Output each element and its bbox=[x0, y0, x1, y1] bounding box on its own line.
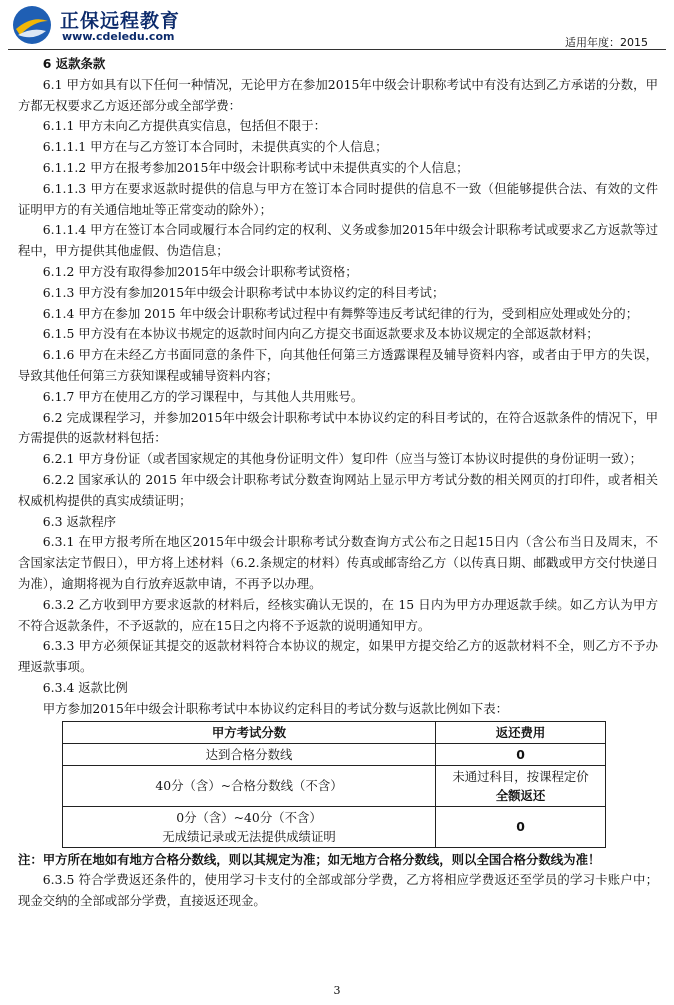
paragraph: 6.3.5 符合学费返还条件的，使用学习卡支付的全部或部分学费，乙方将相应学费返还至学员的学习卡账户中；现金交纳的全部或部分学费，直接返还现金。 bbox=[18, 872, 658, 909]
applicable-year: 适用年度：2015 bbox=[565, 36, 648, 49]
table-cell-line: 未通过科目，按课程定价 bbox=[452, 768, 589, 784]
paragraph: 6.3 返款程序 bbox=[42, 513, 117, 529]
paragraph: 6.1.4 甲方在参加 2015 年中级会计职称考试过程中有舞弊等违反考试纪律的行为，受到相应处理或处分的； bbox=[42, 305, 639, 321]
header-divider bbox=[8, 49, 666, 50]
section-title: 6 返款条款 bbox=[42, 56, 106, 71]
table-row bbox=[63, 765, 606, 806]
table-header: 返还费用 bbox=[436, 721, 606, 743]
paragraph: 6.1.1.3 甲方在要求返款时提供的信息与甲方在签订本合同时提供的信息不一致（但能够提供合法、有效的文件证明甲方的有关通信地址等正常变动的除外）； bbox=[18, 180, 658, 217]
paragraph: 6.3.1 在甲方报考所在地区2015年中级会计职称考试分数查询方式公布之日起15日内（含公布当日及周末，不含国家法定节假日），甲方将上述材料（6.2.条规定的材料）传真或邮寄给乙方（以传真日期、邮戳或甲方交付快递日为准），逾期将视为自行放弃返款申请，不再予以办理。 bbox=[18, 534, 658, 591]
table-cell bbox=[63, 806, 436, 847]
paragraph: 6.1.7 甲方在使用乙方的学习课程中，与其他人共用账号。 bbox=[42, 388, 364, 404]
paragraph: 6.3.3 甲方必须保证其提交的返款材料符合本协议的规定，如果甲方提交给乙方的返款材料不全，则乙方不予办理返款事项。 bbox=[18, 638, 658, 675]
paragraph: 6.1 甲方如具有以下任何一种情况，无论甲方在参加2015年中级会计职称考试中有没有达到乙方承诺的分数，甲方都无权要求乙方返还部分或全部学费： bbox=[18, 76, 658, 113]
paragraph: 6.3.2 乙方收到甲方要求返款的材料后，经核实确认无误的，在 15 日内为甲方办理返款手续。如乙方认为甲方不符合返款条件，不予返款的，应在15日之内将不予返款的说明通知甲方。 bbox=[18, 596, 658, 633]
paragraph: 6.1.6 甲方在未经乙方书面同意的条件下，向其他任何第三方透露课程及辅导资料内容，或者由于甲方的失误，导致其他任何第三方获知课程或辅导资料内容； bbox=[18, 347, 658, 383]
paragraph: 甲方参加2015年中级会计职称考试中本协议约定科目的考试分数与返款比例如下表： bbox=[42, 700, 509, 716]
table-cell: 0 bbox=[436, 806, 606, 847]
paragraph: 6.1.1.1 甲方在与乙方签订本合同时，未提供真实的个人信息； bbox=[42, 139, 388, 155]
paragraph: 6.2.1 甲方身份证（或者国家规定的其他身份证明文件）复印件（应当与签订本协议时提供的身份证明一致）； bbox=[42, 451, 643, 467]
table-header: 甲方考试分数 bbox=[63, 721, 436, 743]
table-row bbox=[63, 743, 606, 765]
table-header-row bbox=[63, 721, 606, 743]
table-cell bbox=[436, 765, 606, 806]
note: 注：甲方所在地如有地方合格分数线，则以其规定为准；如无地方合格分数线，则以全国合格分数线为准！ bbox=[18, 851, 601, 867]
brand-url: www.cdeledu.com bbox=[62, 30, 175, 43]
brand-name: 正保远程教育 bbox=[60, 10, 181, 32]
table-cell: 达到合格分数线 bbox=[63, 743, 436, 765]
paragraph: 6.1.1 甲方未向乙方提供真实信息，包括但不限于： bbox=[42, 118, 327, 134]
page-number: 3 bbox=[333, 984, 341, 997]
paragraph: 6.1.3 甲方没有参加2015年中级会计职称考试中本协议约定的科目考试； bbox=[42, 284, 445, 300]
document-body bbox=[18, 54, 658, 912]
paragraph: 6.1.2 甲方没有取得参加2015年中级会计职称考试资格； bbox=[42, 263, 358, 279]
paragraph: 6.1.1.2 甲方在报考参加2015年中级会计职称考试中未提供真实的个人信息； bbox=[42, 159, 469, 175]
table-cell-line: 0分（含）~40分（不含） bbox=[176, 809, 322, 825]
table-cell: 40分（含）~合格分数线（不含） bbox=[63, 765, 436, 806]
paragraph: 6.3.4 返款比例 bbox=[42, 679, 128, 695]
table-cell: 0 bbox=[436, 743, 606, 765]
table-row bbox=[63, 806, 606, 847]
paragraph: 6.2 完成课程学习，并参加2015年中级会计职称考试中本协议约定的科目考试的，在符合返款条件的情况下，甲方需提供的返款材料包括： bbox=[18, 409, 658, 446]
logo-icon bbox=[12, 5, 52, 45]
table-cell-line: 无成绩记录或无法提供成绩证明 bbox=[162, 828, 336, 844]
refund-table bbox=[62, 721, 606, 848]
table-cell-line: 全额返还 bbox=[495, 787, 546, 803]
paragraph: 6.1.5 甲方没有在本协议书规定的返款时间内向乙方提交书面返款要求及本协议规定的全部返款材料； bbox=[42, 326, 599, 342]
paragraph: 6.1.1.4 甲方在签订本合同或履行本合同约定的权利、义务或参加2015年中级会计职称考试或要求乙方返款等过程中，甲方提供其他虚假、伪造信息； bbox=[18, 222, 658, 259]
page-header bbox=[0, 0, 674, 52]
paragraph: 6.2.2 国家承认的 2015 年中级会计职称考试分数查询网站上显示甲方考试分数的相关网页的打印件，或者相关权威机构提供的真实成绩证明； bbox=[18, 471, 658, 508]
